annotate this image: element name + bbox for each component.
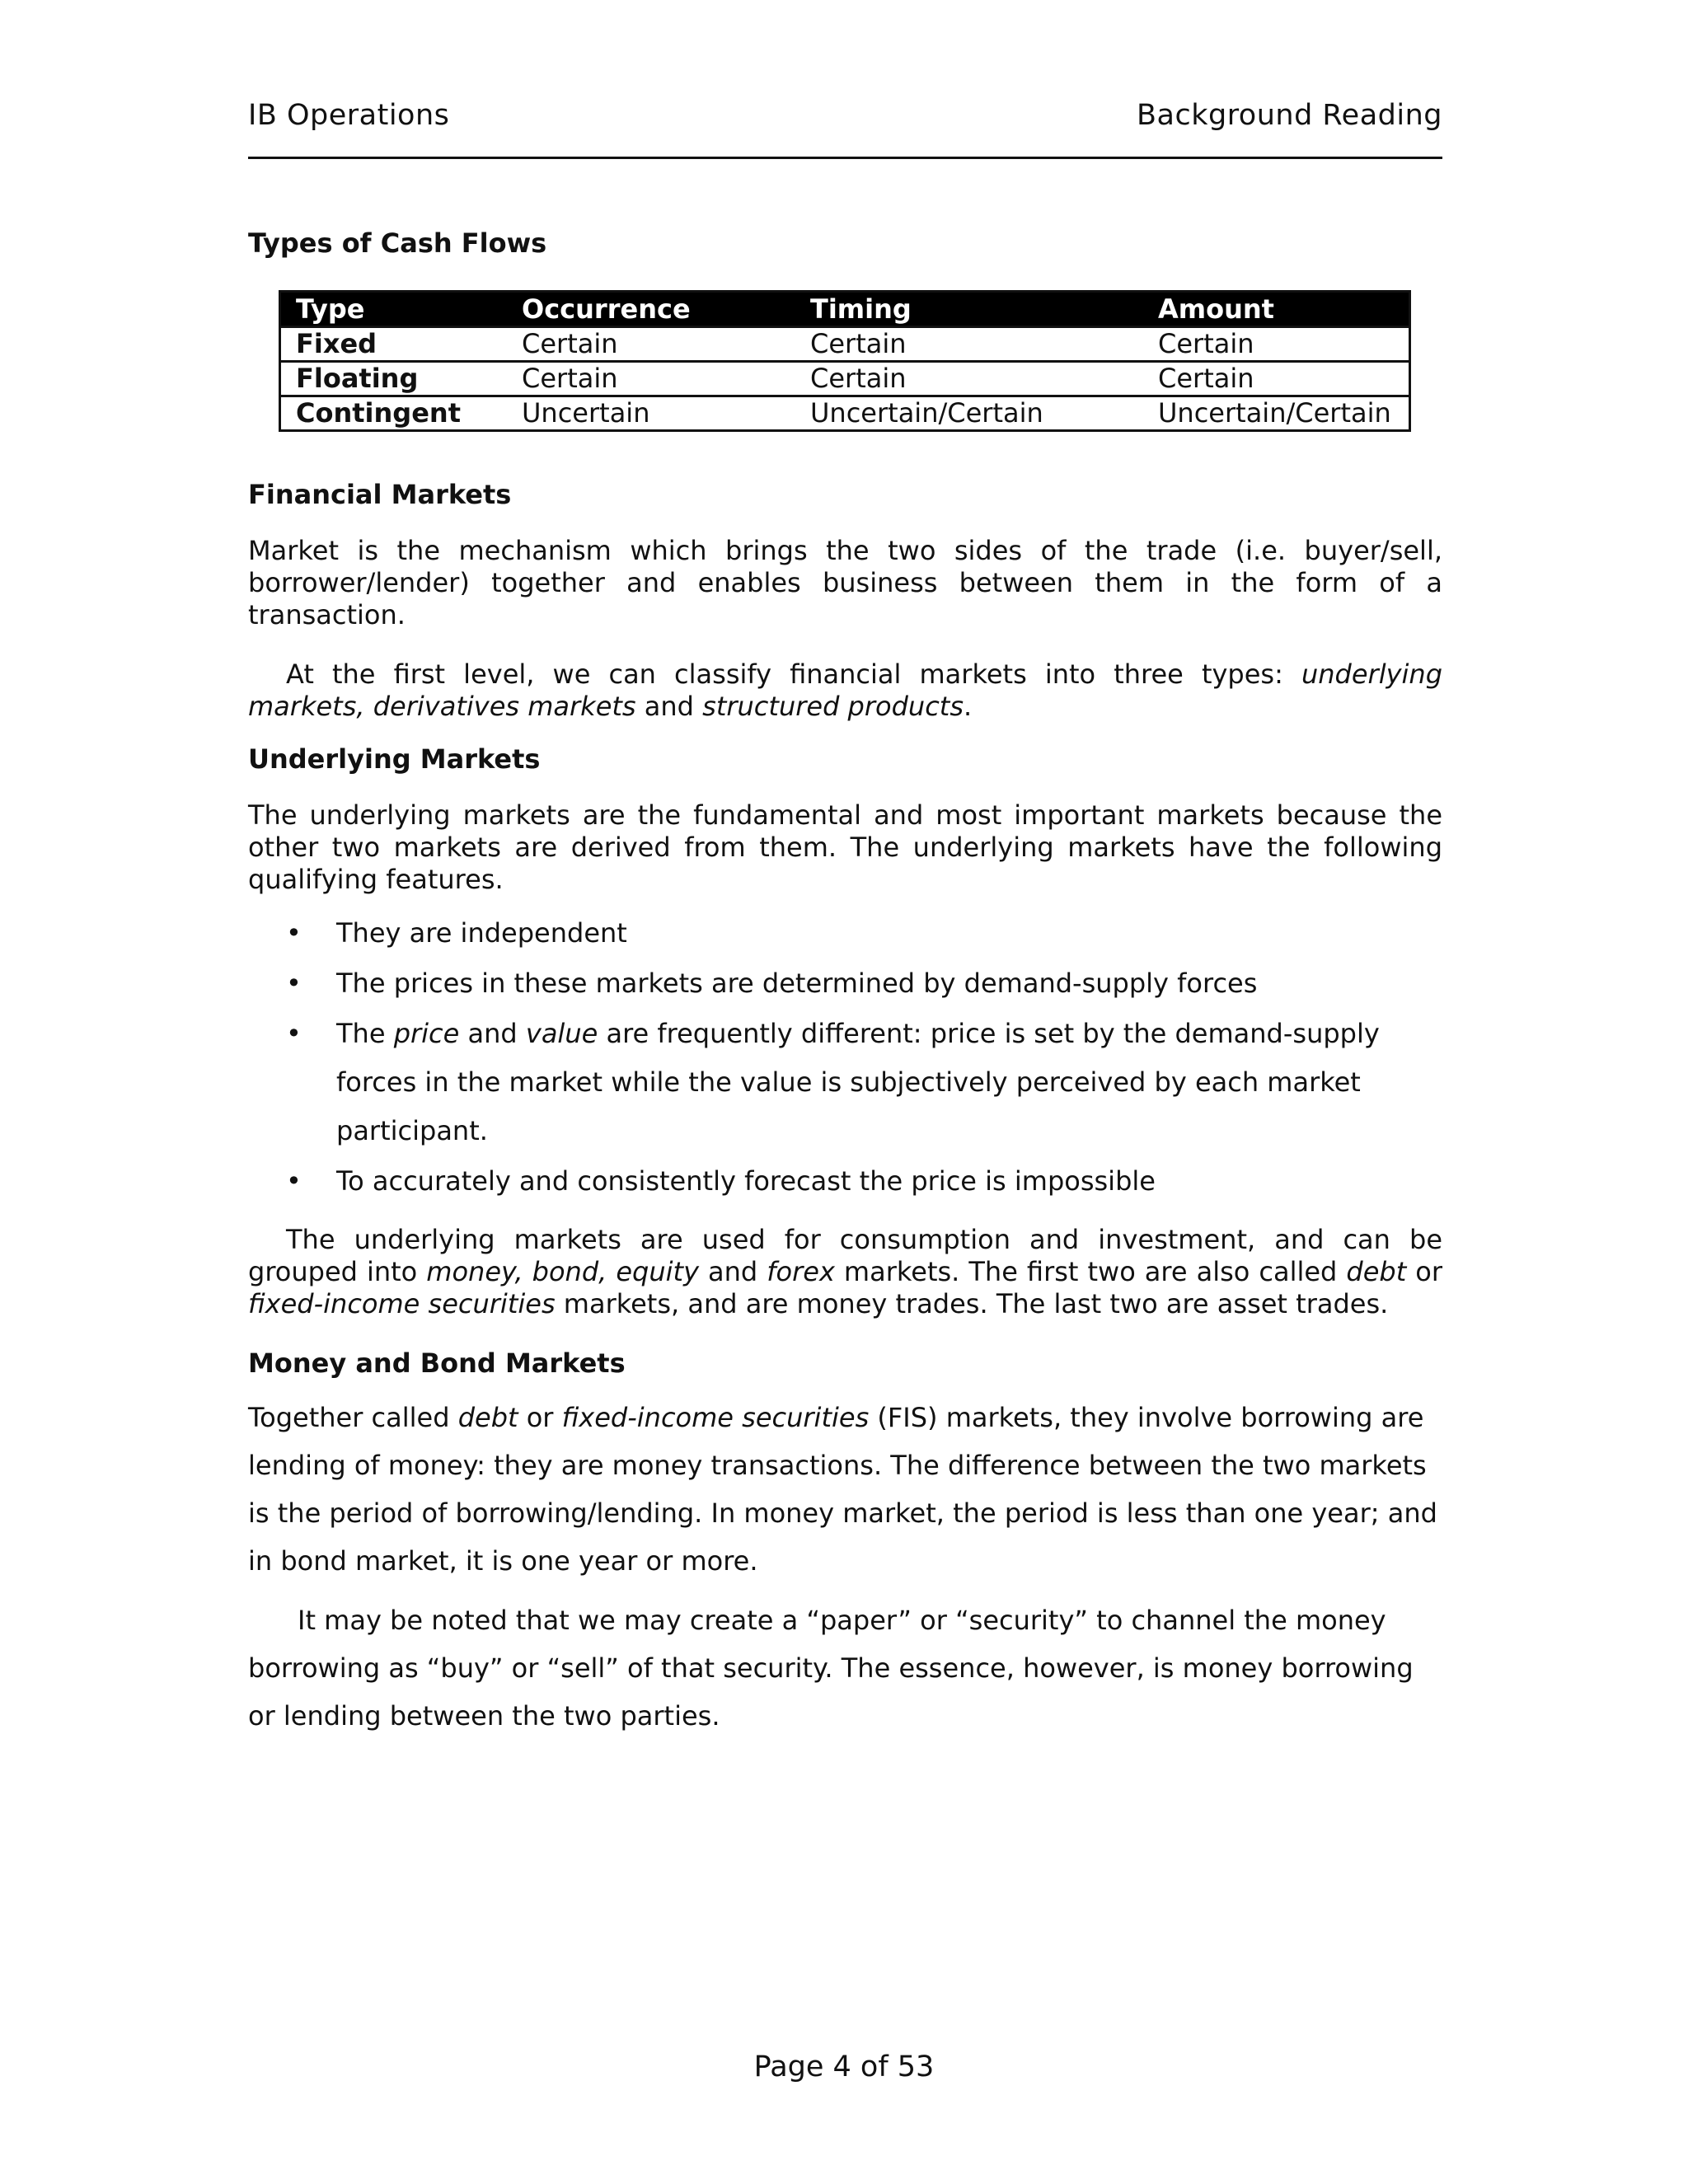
text-run: The [336, 1018, 394, 1049]
list-item-text: The prices in these markets are determined by demand-supply forces [336, 968, 1258, 999]
cell-timing: Uncertain/Certain [795, 396, 1143, 431]
column-header-amount: Amount [1143, 292, 1410, 327]
section-heading-money-bond: Money and Bond Markets [248, 1347, 626, 1379]
bullet-icon: • [286, 1018, 302, 1049]
cell-occurrence: Certain [507, 327, 795, 362]
table-header-row [280, 292, 1410, 327]
emphasis-text: value [525, 1018, 598, 1049]
cell-amount: Certain [1143, 327, 1410, 362]
text-run: and [459, 1018, 526, 1049]
cell-amount: Uncertain/Certain [1143, 396, 1410, 431]
cell-occurrence: Uncertain [507, 396, 795, 431]
text-run: markets. The first two are also called [834, 1256, 1347, 1287]
text-run: . [964, 691, 973, 722]
list-item-text: They are independent [336, 917, 627, 949]
cell-type: Contingent [280, 396, 508, 431]
cell-timing: Certain [795, 362, 1143, 396]
text-run: or [518, 1402, 562, 1433]
list-item-text: To accurately and consistently forecast the price is impossible [336, 1165, 1156, 1197]
page-number: Page 4 of 53 [753, 2050, 935, 2083]
header-left-title: IB Operations [248, 99, 450, 132]
table-row [280, 396, 1410, 431]
cell-occurrence: Certain [507, 362, 795, 396]
emphasis-text: forex [767, 1256, 835, 1287]
table-row [280, 327, 1410, 362]
column-header-occurrence: Occurrence [507, 292, 795, 327]
header-right-title: Background Reading [1137, 99, 1442, 132]
table-row [280, 362, 1410, 396]
list-item [248, 1010, 1442, 1155]
bullet-icon: • [286, 1165, 302, 1197]
cell-type: Floating [280, 362, 508, 396]
text-run: (FIS) markets, they involve borrowing are lending of money: they are money transactions. The difference between the two markets is the period of borrowing/lending. In money market, the period is less than one year; and in bond market, it is one year or more. [248, 1402, 1437, 1577]
paragraph-underlying-intro: The underlying markets are the fundamental and most important markets because the other two markets are derived from them. The underlying markets have the following qualifying features. [248, 799, 1442, 895]
text-run: are frequently different: price is set by the demand-supply forces in the market while the value is subjectively perceived by each market participant. [336, 1018, 1380, 1146]
emphasis-text: debt [1346, 1256, 1407, 1287]
list-item [248, 909, 1442, 958]
paragraph-market-definition: Market is the mechanism which brings the two sides of the trade (i.e. buyer/sell, borrower/lender) together and enables business between them in the form of a transaction. [248, 535, 1442, 630]
text-run: and [635, 691, 703, 722]
cell-amount: Certain [1143, 362, 1410, 396]
paragraph-underlying-groups [248, 1224, 1442, 1320]
paragraph-security-note: It may be noted that we may create a “paper” or “security” to channel the money borrowing as “buy” or “sell” of that security. The essence, however, is money borrowing or lending between the two parties. [248, 1605, 1414, 1732]
cash-flows-section [248, 227, 1442, 259]
feature-list [248, 909, 1442, 1206]
emphasis-text: debt [457, 1402, 518, 1433]
bullet-icon: • [286, 968, 302, 999]
text-run: or [1406, 1256, 1443, 1287]
paragraph-market-types [248, 658, 1442, 723]
section-heading-cash-flows: Types of Cash Flows [248, 227, 547, 259]
text-run: markets, and are money trades. The last two are asset trades. [555, 1288, 1389, 1319]
text-run: At the first level, we can classify financial markets into three types: [286, 658, 1301, 690]
emphasis-text: structured products [702, 691, 964, 722]
list-item [248, 959, 1442, 1008]
financial-markets-section [248, 479, 1442, 723]
underlying-markets-section [248, 743, 1442, 1320]
section-heading-underlying-markets: Underlying Markets [248, 743, 541, 775]
running-header [248, 97, 1442, 159]
cell-type: Fixed [280, 327, 508, 362]
money-bond-section [248, 1347, 1442, 1740]
text-run: The underlying markets are used for consumption and investment, and can be grouped into [248, 1224, 1442, 1287]
column-header-type: Type [280, 292, 508, 327]
emphasis-text: price [393, 1018, 460, 1049]
cash-flow-types-table [279, 290, 1411, 432]
emphasis-text: fixed-income securities [248, 1288, 556, 1319]
emphasis-text: underlying markets, derivatives markets [248, 658, 1442, 722]
emphasis-text: fixed-income securities [561, 1402, 870, 1433]
emphasis-text: money, bond, equity [426, 1256, 700, 1287]
paragraph-money-bond-definition [248, 1394, 1442, 1585]
section-heading-financial-markets: Financial Markets [248, 479, 512, 510]
text-run: and [699, 1256, 767, 1287]
column-header-timing: Timing [795, 292, 1143, 327]
cell-timing: Certain [795, 327, 1143, 362]
list-item [248, 1157, 1442, 1206]
text-run: Together called [248, 1402, 458, 1433]
bullet-icon: • [286, 917, 302, 949]
